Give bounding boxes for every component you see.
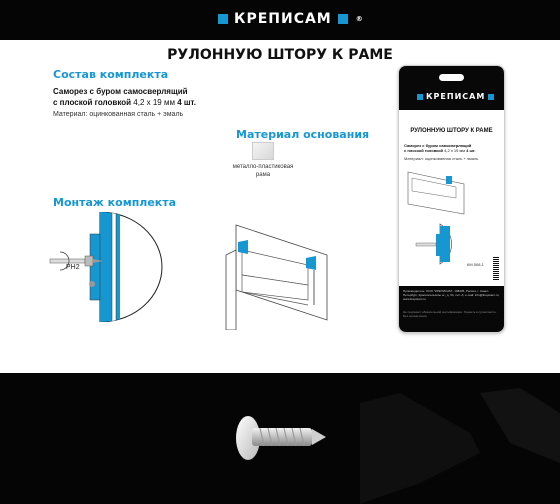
- kit-heading: Состав комплекта: [53, 68, 169, 81]
- kit-quantity: 4 шт.: [177, 98, 196, 107]
- logo-square-icon: [338, 14, 348, 24]
- frame-material-swatch: [252, 142, 274, 160]
- brand-logo: [218, 11, 364, 27]
- card-footer-note: Не подлежит обязательной сертификации. Хранить в сухом месте. Без ограничения.: [403, 310, 497, 318]
- frame-illustration: [222, 220, 338, 330]
- card-footer-text: Производитель: ООО "КРЕПИСАМ", 198205, Россия, г. Санкт-Петербург, Красносельское ш., д. 54, лит. А; e-mail: info@krepisam.ru; www.krepisam.ru: [403, 289, 500, 301]
- bit-label: PH2: [66, 264, 80, 271]
- mount-heading: Монтаж комплекта: [53, 196, 177, 209]
- card-quantity: 4 шт.: [466, 148, 476, 153]
- card-description: [404, 143, 500, 153]
- card-desc-line-1: Саморез с буром самосверлящий: [404, 143, 472, 148]
- card-brand: [417, 92, 494, 101]
- card-illustration: [404, 164, 476, 266]
- card-brand-name: КРЕПИСАМ: [426, 92, 486, 101]
- kit-line-2: [53, 97, 223, 108]
- kit-material: Материал: оцинкованная сталь + эмаль: [53, 111, 184, 118]
- package-card: [398, 65, 505, 333]
- kit-line-1: Саморез с буром самосверлящий: [53, 87, 188, 96]
- registered-mark: ®: [355, 15, 364, 23]
- card-code: КМ 508.1: [467, 262, 484, 267]
- mounting-illustration: [40, 212, 170, 322]
- card-title: РУЛОННУЮ ШТОРУ К РАМЕ: [410, 128, 493, 134]
- brand-name: КРЕПИСАМ: [234, 11, 332, 27]
- card-material: Материал: оцинкованная сталь + эмаль: [404, 156, 479, 161]
- barcode: [493, 256, 499, 280]
- screw-photo: [226, 408, 336, 468]
- base-label: металло-пластиковая рама: [232, 164, 294, 178]
- card-size: 4,2 x 19 мм: [443, 148, 467, 153]
- kit-description: [53, 86, 223, 108]
- card-header: [399, 66, 504, 110]
- card-head-type: с плоской головкой: [404, 148, 444, 153]
- hang-hole: [439, 74, 464, 81]
- kit-size: 4,2 x 19 мм: [131, 98, 178, 107]
- base-heading: Материал основания: [236, 128, 370, 141]
- logo-square-icon: [488, 94, 494, 100]
- kit-head-type: с плоской головкой: [53, 98, 132, 107]
- logo-square-icon: [218, 14, 228, 24]
- card-desc-line-2: [404, 148, 500, 153]
- logo-square-icon: [417, 94, 423, 100]
- page-title: РУЛОННУЮ ШТОРУ К РАМЕ: [167, 47, 393, 63]
